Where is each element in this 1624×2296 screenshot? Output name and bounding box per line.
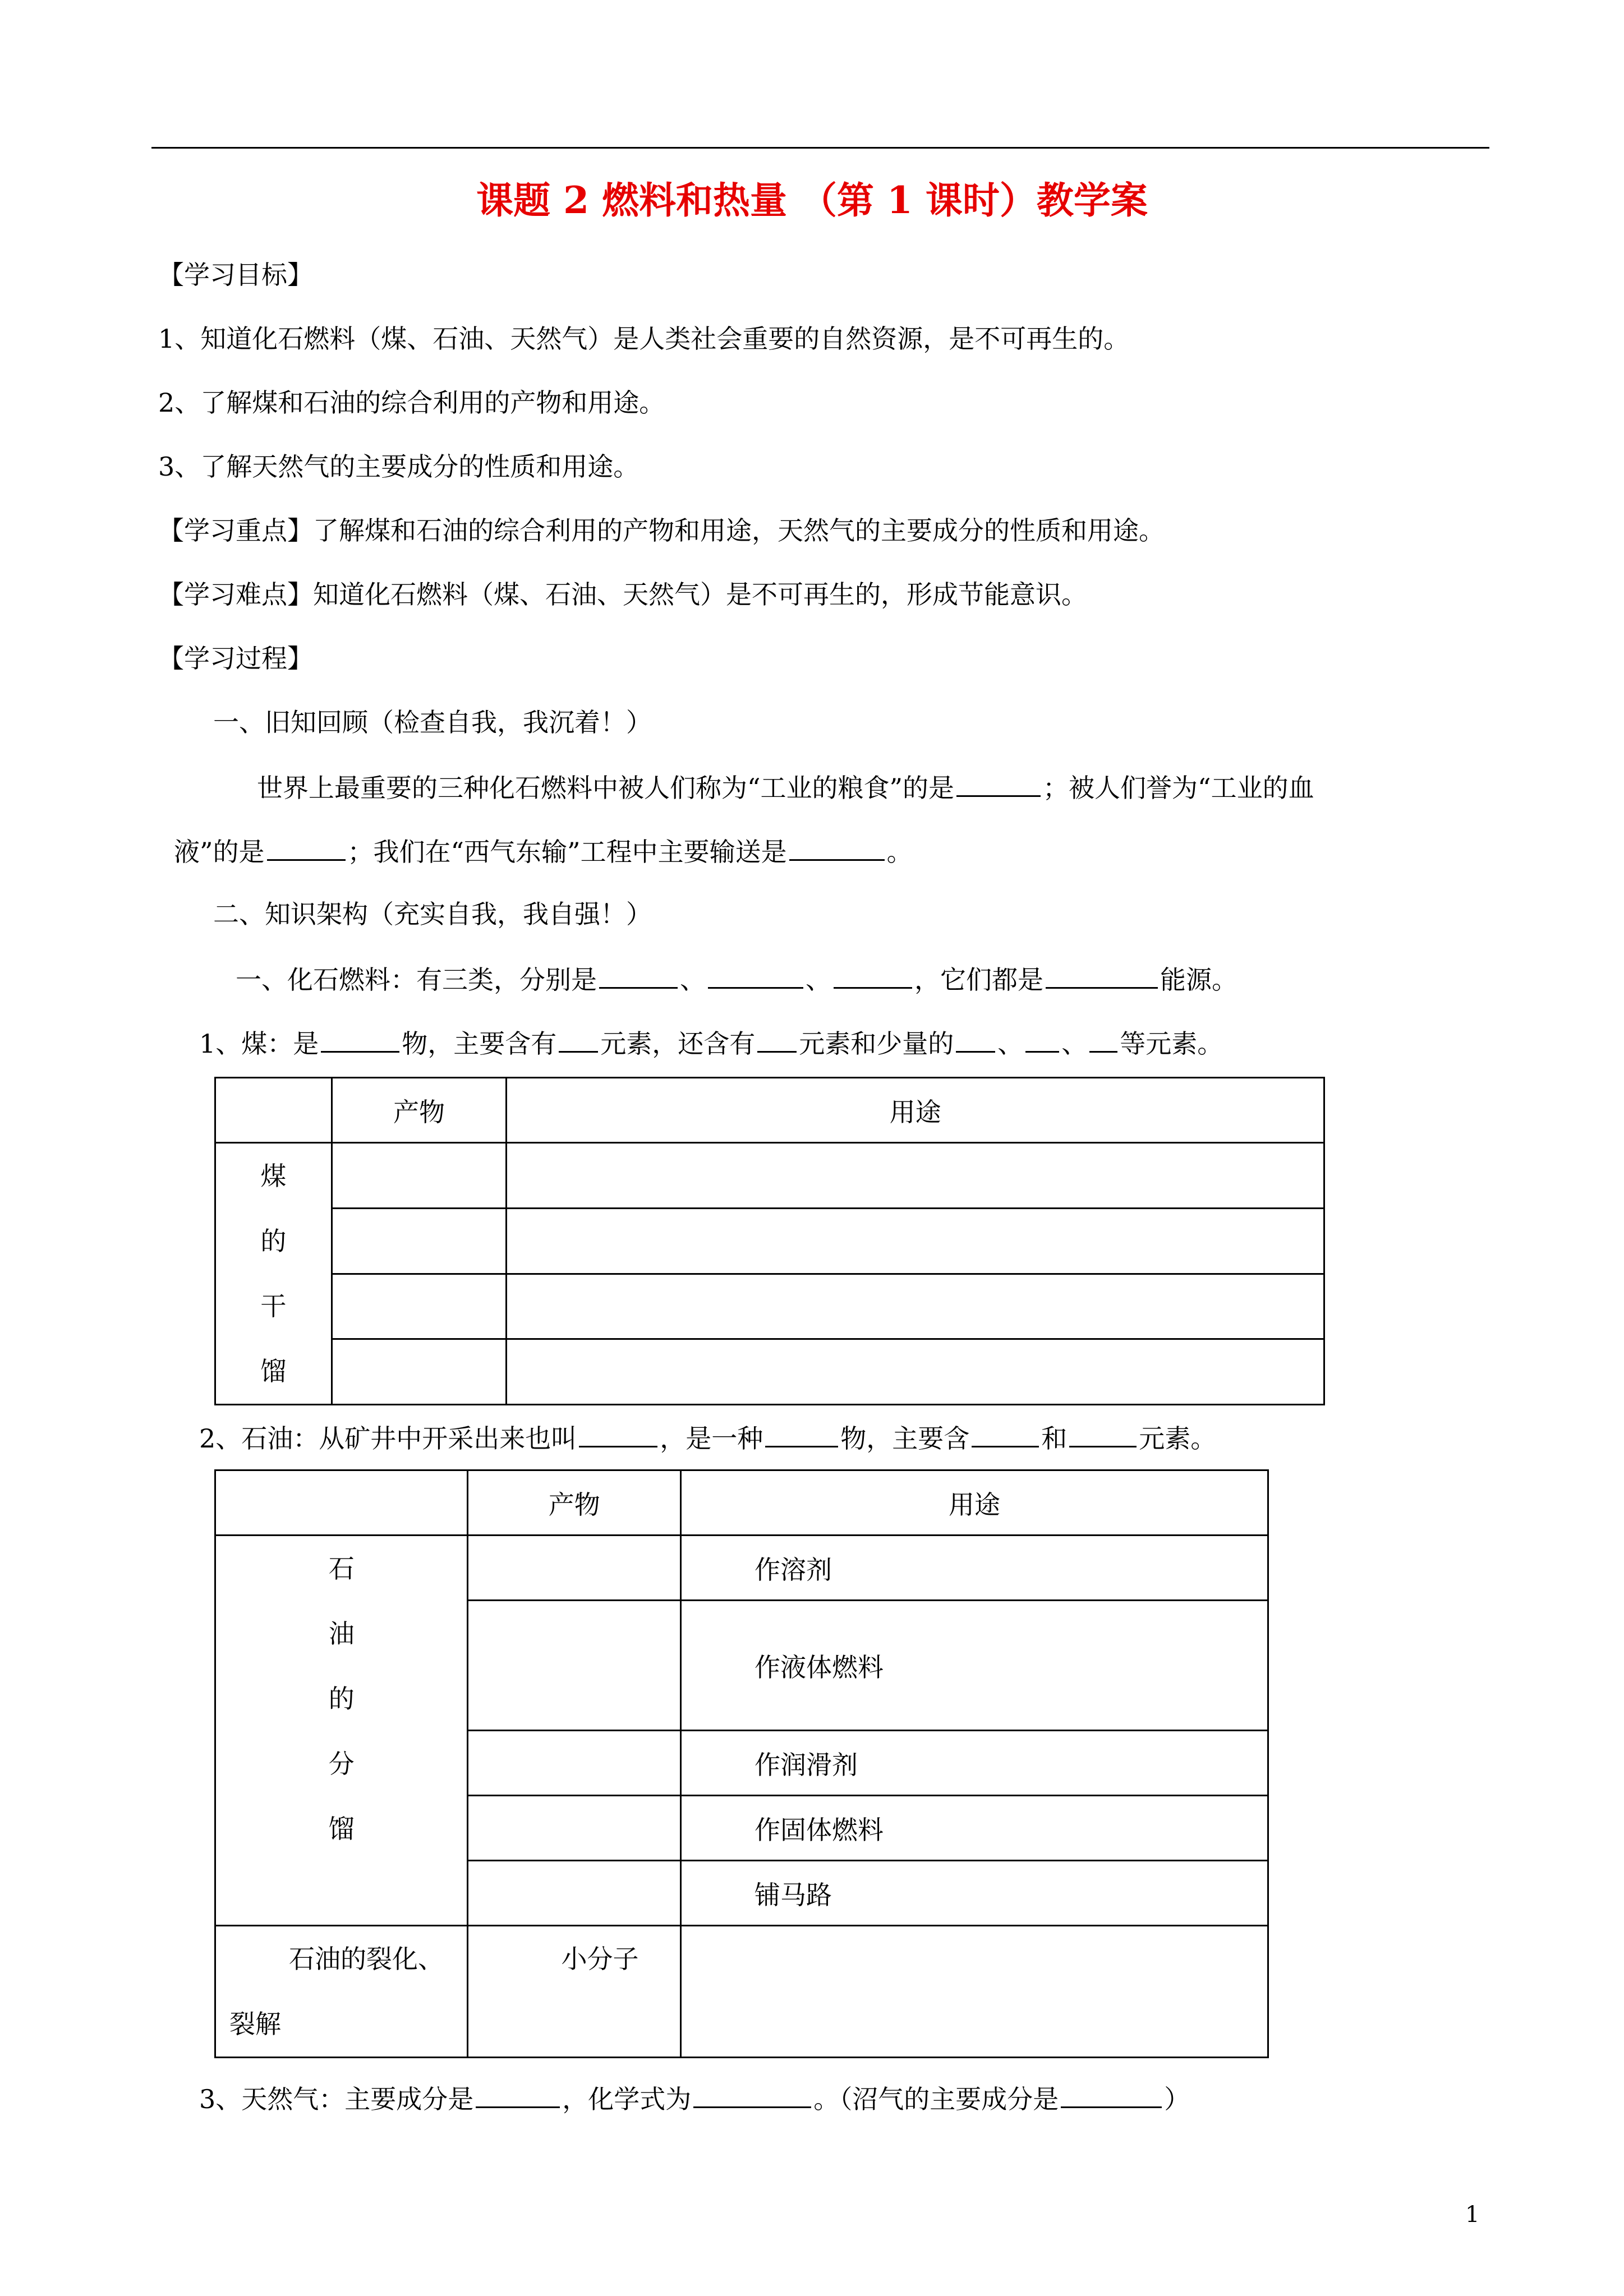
answer-blank[interactable] — [267, 833, 346, 861]
side-char: 油 — [328, 1619, 355, 1649]
fossil-fuel-line — [236, 961, 1237, 997]
answer-blank[interactable] — [1069, 1420, 1137, 1447]
objective-3: 3、了解天然气的主要成分的性质和用途。 — [158, 451, 640, 482]
answer-blank[interactable] — [559, 1025, 598, 1053]
natural-gas-line — [199, 2081, 1190, 2116]
answer-blank[interactable] — [1061, 2081, 1162, 2108]
coal-text-e: 等元素。 — [1120, 1029, 1223, 1059]
coal-line — [199, 1025, 1223, 1061]
petroleum-text-d: 和 — [1041, 1423, 1068, 1454]
cracking-label — [215, 1926, 468, 2058]
product-cell[interactable] — [468, 1731, 681, 1796]
difficulties: 【学习难点】知道化石燃料（煤、石油、天然气）是不可再生的，形成节能意识。 — [158, 579, 1087, 610]
answer-blank[interactable] — [693, 2081, 811, 2108]
petroleum-table — [214, 1469, 1269, 2058]
petroleum-text-a: 2、石油：从矿井中开采出来也叫 — [199, 1423, 577, 1454]
product-cell[interactable] — [468, 1861, 681, 1926]
use-paving: 铺马路 — [681, 1861, 1268, 1926]
coal-text-a: 1、煤：是 — [199, 1029, 319, 1059]
side-char: 石 — [328, 1553, 355, 1584]
use-solid-fuel: 作固体燃料 — [681, 1796, 1268, 1861]
answer-blank[interactable] — [956, 1025, 995, 1053]
fossil-text-b: ，它们都是 — [914, 965, 1043, 995]
separator: 、 — [997, 1029, 1024, 1059]
natural-gas-text-a: 3、天然气：主要成分是 — [199, 2084, 474, 2114]
petroleum-text-c: 物，主要含 — [840, 1423, 970, 1454]
answer-blank[interactable] — [579, 1420, 657, 1447]
answer-blank[interactable] — [1089, 1025, 1117, 1053]
side-char: 的 — [260, 1226, 287, 1256]
use-cell[interactable] — [507, 1143, 1324, 1209]
cracking-label-2: 裂解 — [229, 2009, 281, 2039]
review-text-e: 。 — [886, 837, 913, 867]
side-char: 煤 — [260, 1161, 287, 1191]
use-liquid-fuel: 作液体燃料 — [681, 1601, 1268, 1731]
product-cell[interactable] — [332, 1274, 507, 1339]
header-use: 用途 — [507, 1078, 1324, 1143]
framework-heading: 二、知识架构（充实自我，我自强！） — [213, 899, 652, 929]
product-cell[interactable] — [468, 1601, 681, 1731]
page-title: 课题 2 燃料和热量 （第 1 课时）教学案 — [476, 178, 1148, 222]
product-cell[interactable] — [468, 1796, 681, 1861]
coal-distillation-label — [215, 1143, 332, 1405]
page-number: 1 — [1465, 2202, 1480, 2228]
product-cell[interactable] — [468, 1536, 681, 1601]
review-question-line-2 — [174, 833, 913, 869]
cracking-product: 小分子 — [468, 1926, 681, 2058]
answer-blank[interactable] — [476, 2081, 560, 2108]
separator: 、 — [680, 965, 706, 995]
coal-text-b: 物，主要含有 — [402, 1029, 557, 1059]
objectives-heading: 【学习目标】 — [158, 260, 313, 290]
review-question-line-1 — [257, 769, 1314, 805]
review-text-c: 液”的是 — [174, 837, 265, 867]
answer-blank[interactable] — [956, 769, 1041, 797]
header-product: 产物 — [468, 1470, 681, 1536]
answer-blank[interactable] — [765, 1420, 838, 1447]
side-char: 分 — [328, 1749, 355, 1779]
objective-2: 2、了解煤和石油的综合利用的产物和用途。 — [158, 388, 665, 418]
use-cell[interactable] — [507, 1274, 1324, 1339]
answer-blank[interactable] — [708, 961, 803, 989]
review-text-d: ；我们在“西气东输”工程中主要输送是 — [347, 837, 787, 867]
side-char: 馏 — [260, 1356, 287, 1386]
header-use: 用途 — [681, 1470, 1268, 1536]
coal-text-d: 元素和少量的 — [799, 1029, 954, 1059]
natural-gas-text-d: ） — [1164, 2084, 1190, 2114]
answer-blank[interactable] — [1025, 1025, 1059, 1053]
answer-blank[interactable] — [757, 1025, 797, 1053]
fossil-text-c: 能源。 — [1160, 965, 1237, 995]
table-header-empty — [215, 1078, 332, 1143]
process-heading: 【学习过程】 — [158, 643, 313, 674]
use-lubricant: 作润滑剂 — [681, 1731, 1268, 1796]
use-solvent: 作溶剂 — [681, 1536, 1268, 1601]
natural-gas-text-c: 。（沼气的主要成分是 — [813, 2084, 1059, 2114]
review-text-a: 世界上最重要的三种化石燃料中被人们称为“工业的粮食”的是 — [257, 773, 955, 803]
answer-blank[interactable] — [789, 833, 885, 861]
coal-distillation-table — [214, 1077, 1325, 1405]
header-product: 产物 — [332, 1078, 507, 1143]
review-heading: 一、旧知回顾（检查自我，我沉着！） — [213, 707, 652, 737]
answer-blank[interactable] — [972, 1420, 1039, 1447]
answer-blank[interactable] — [599, 961, 678, 989]
objective-1: 1、知道化石燃料（煤、石油、天然气）是人类社会重要的自然资源，是不可再生的。 — [158, 324, 1130, 354]
petroleum-text-e: 元素。 — [1139, 1423, 1217, 1454]
header-rule — [151, 147, 1489, 149]
side-char: 干 — [260, 1291, 287, 1321]
cracking-label-1: 石油的裂化、 — [289, 1944, 444, 1974]
coal-text-c: 元素，还含有 — [600, 1029, 756, 1059]
separator: 、 — [806, 965, 831, 995]
product-cell[interactable] — [332, 1208, 507, 1274]
use-cell[interactable] — [681, 1926, 1268, 2058]
key-points: 【学习重点】了解煤和石油的综合利用的产物和用途，天然气的主要成分的性质和用途。 — [158, 515, 1165, 546]
answer-blank[interactable] — [834, 961, 912, 989]
petroleum-text-b: ，是一种 — [660, 1423, 763, 1454]
table-header-empty — [215, 1470, 468, 1536]
petroleum-line — [199, 1420, 1216, 1455]
separator: 、 — [1061, 1029, 1088, 1059]
answer-blank[interactable] — [1046, 961, 1158, 989]
review-text-b: ；被人们誉为“工业的血 — [1043, 773, 1314, 803]
side-char: 的 — [328, 1684, 355, 1714]
side-char: 馏 — [328, 1814, 355, 1844]
product-cell[interactable] — [332, 1143, 507, 1209]
use-cell[interactable] — [507, 1208, 1324, 1274]
petroleum-fractionation-label — [215, 1536, 468, 1926]
product-cell[interactable] — [332, 1339, 507, 1405]
use-cell[interactable] — [507, 1339, 1324, 1405]
fossil-text-a: 一、化石燃料：有三类，分别是 — [236, 965, 597, 995]
answer-blank[interactable] — [321, 1025, 399, 1053]
natural-gas-text-b: ，化学式为 — [562, 2084, 692, 2114]
